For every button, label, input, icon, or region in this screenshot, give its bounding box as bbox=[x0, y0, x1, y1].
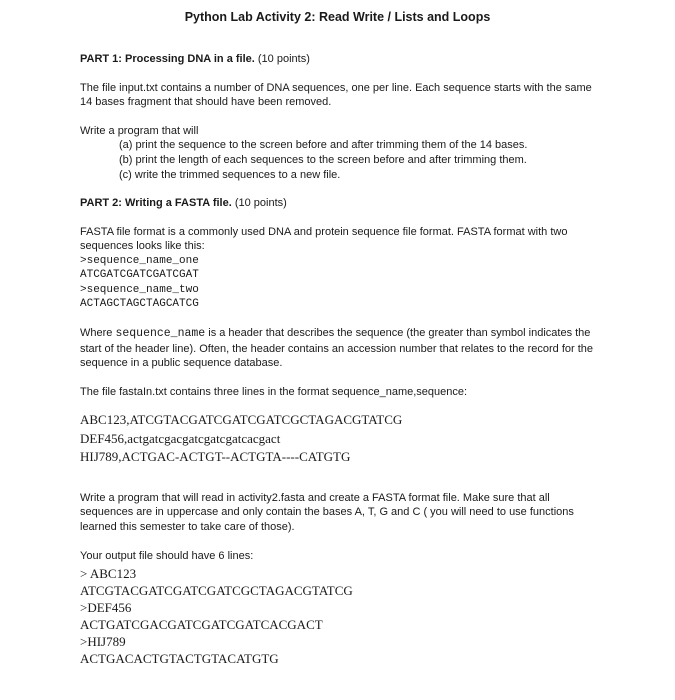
part1-points: (10 points) bbox=[254, 53, 310, 65]
part2-task: Write a program that will read in activity2.fasta and create a FASTA format file. Make sure that all sequences are in uppercase and only contain the bases A, T, G and C ( you will need to use functions learned this semester to take care of those). bbox=[80, 491, 574, 533]
output-line: ATCGTACGATCGATCGATCGCTAGACGTATCG bbox=[80, 583, 353, 599]
input-line: HIJ789,ACTGAC-ACTGT--ACTGTA----CATGTG bbox=[80, 449, 351, 465]
output-lines bbox=[80, 565, 600, 667]
output-line: > ABC123 bbox=[80, 566, 137, 582]
input-lines bbox=[80, 411, 600, 467]
fasta-example-line: ACTAGCTAGCTAGCATCG bbox=[80, 298, 199, 311]
input-line: ABC123,ATCGTACGATCGATCGATCGCTAGACGTATCG bbox=[80, 412, 403, 428]
part1-item-a: (a) print the sequence to the screen before and after trimming them of the 14 bases. bbox=[119, 139, 528, 152]
output-line: ACTGATCGACGATCGATCGATCACGACT bbox=[80, 617, 323, 633]
output-line: ACTGACACTGTACTGTACATGTG bbox=[80, 651, 279, 667]
document-body bbox=[80, 52, 600, 667]
part2-output-intro: Your output file should have 6 lines: bbox=[80, 549, 254, 562]
part1-heading-line bbox=[80, 52, 600, 67]
fasta-example-line: >sequence_name_two bbox=[80, 283, 199, 296]
document-title: Python Lab Activity 2: Read Write / Lists and Loops bbox=[184, 10, 491, 24]
fasta-example-line: >sequence_name_one bbox=[80, 254, 199, 267]
output-line: >DEF456 bbox=[80, 600, 132, 616]
output-line: >HIJ789 bbox=[80, 634, 126, 650]
where-suffix: is a header that describes the sequence (the greater than symbol indicates the start of the header line). Often, the header contains an accession number that relates to the record for the sequence in a public sequence database. bbox=[80, 326, 594, 370]
part2-intro: FASTA file format is a commonly used DNA and protein sequence file format. FASTA format with two sequences looks like this: bbox=[80, 225, 568, 253]
part2-file-desc: The file fastaIn.txt contains three lines in the format sequence_name,sequence: bbox=[80, 385, 468, 398]
part2-heading: PART 2: Writing a FASTA file. bbox=[80, 197, 232, 210]
where-code: sequence_name bbox=[115, 326, 206, 340]
part2-where-paragraph bbox=[80, 326, 600, 371]
part1-item-c: (c) write the trimmed sequences to a new file. bbox=[119, 168, 341, 181]
part1-intro: The file input.txt contains a number of DNA sequences, one per line. Each sequence starts with the same 14 bases fragment that should have been removed. bbox=[80, 81, 592, 109]
input-line: DEF456,actgatcgacgatcgatcgatcacgact bbox=[80, 430, 281, 446]
part1-item-b: (b) print the length of each sequences to the screen before and after trimming them. bbox=[119, 153, 527, 166]
part2-heading-line bbox=[80, 196, 600, 211]
part1-heading: PART 1: Processing DNA in a file. bbox=[80, 53, 255, 65]
part1-prompt: Write a program that will bbox=[80, 124, 199, 137]
part2-points: (10 points) bbox=[231, 197, 287, 210]
fasta-example bbox=[80, 254, 600, 312]
fasta-example-line: ATCGATCGATCGATCGAT bbox=[80, 269, 199, 282]
where-prefix: Where bbox=[80, 326, 116, 339]
